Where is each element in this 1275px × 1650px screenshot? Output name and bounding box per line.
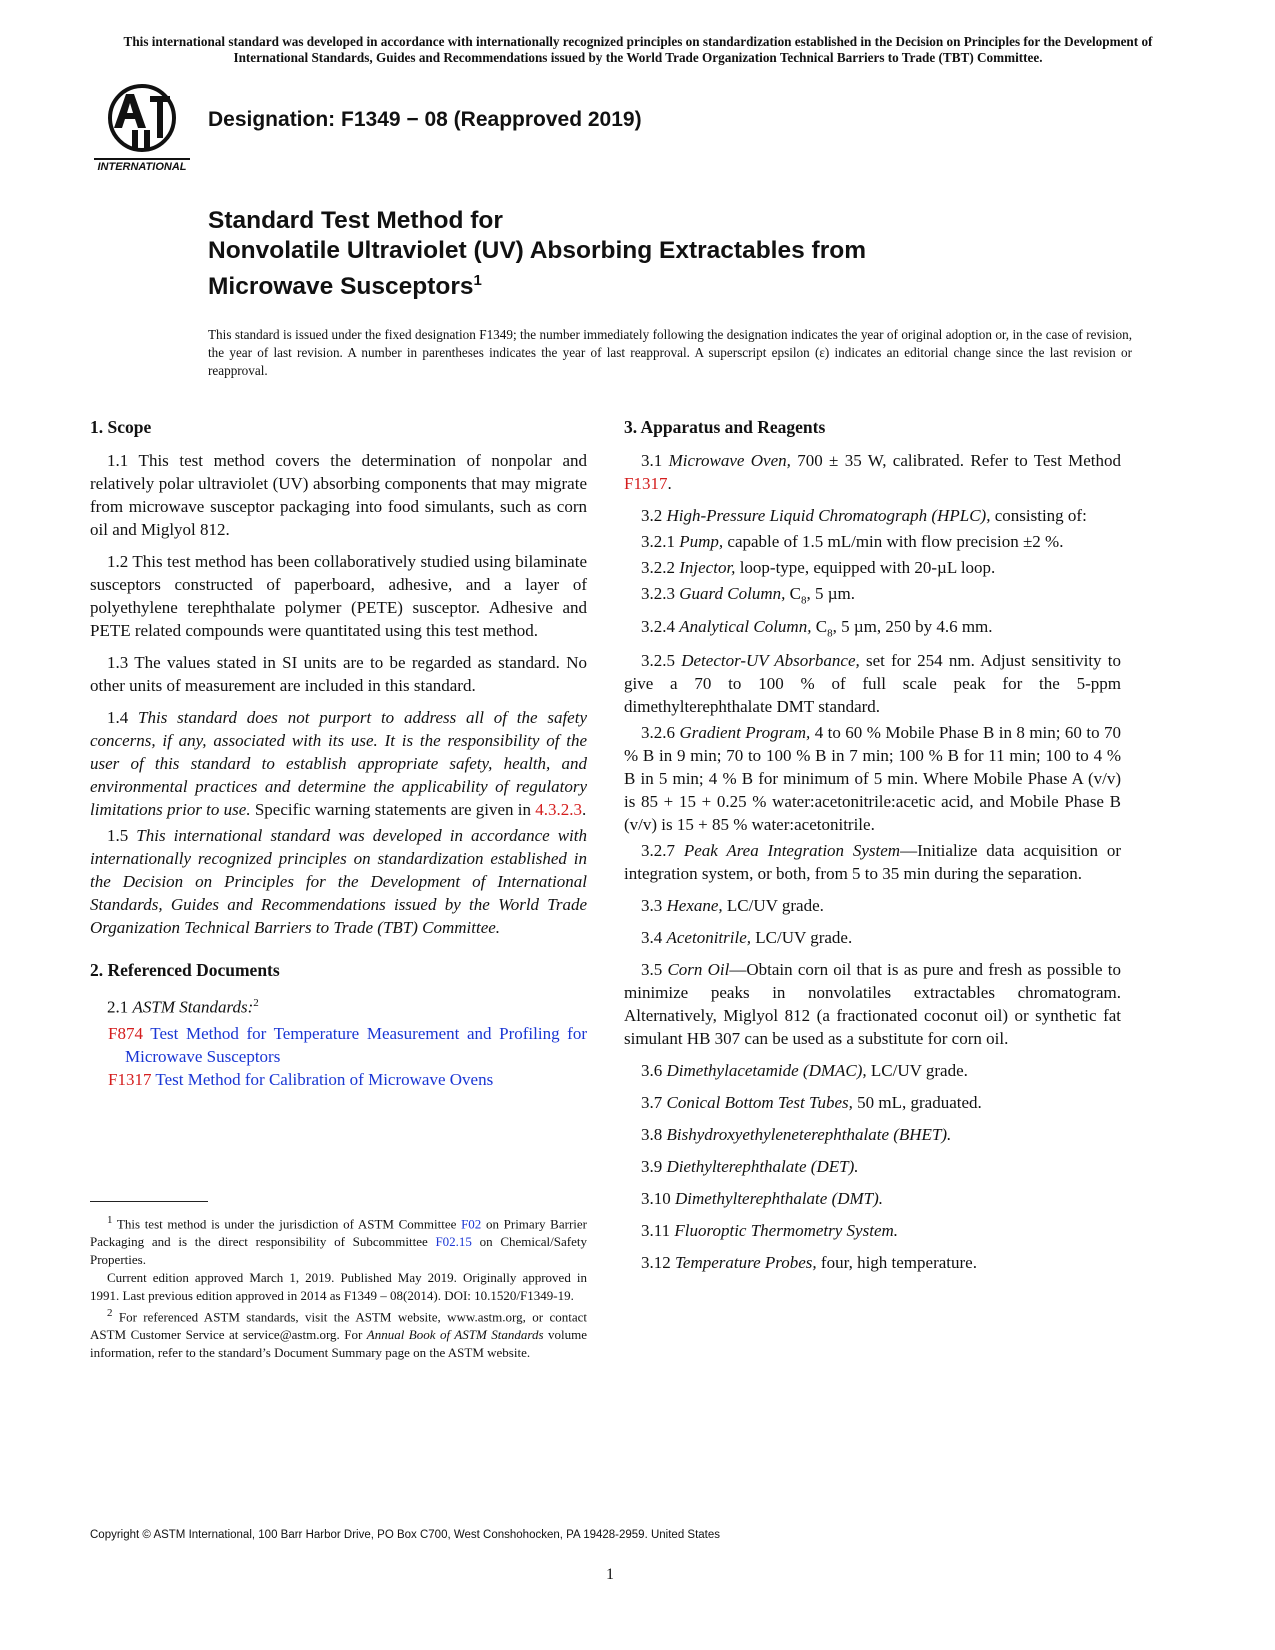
item-3-2-5: 3.2.5 Detector-UV Absorbance, set for 254 nm. Adjust sensitivity to give a 70 to 100 % of full scale peak for the 5-ppm dimethylterephthalate DMT standard. <box>624 650 1122 716</box>
footnote-1-edition: Current edition approved March 1, 2019. Published May 2019. Originally approved in 1991. Last previous edition approved in 2014 as F1349 – 08(2014). DOI: 10.1520/F1349-19. <box>90 1270 587 1303</box>
title-footnote-mark: 1 <box>473 272 482 289</box>
section-heading-referenced-documents: 2. Referenced Documents <box>90 960 280 980</box>
designation: Designation: F1349 − 08 (Reapproved 2019) <box>208 108 642 131</box>
link-f1317[interactable]: F1317 <box>624 474 668 493</box>
item-3-8: 3.8 Bishydroxyethyleneterephthalate (BHET). <box>641 1124 952 1144</box>
astm-logo-icon <box>92 82 192 174</box>
item-3-2-1: 3.2.1 Pump, capable of 1.5 mL/min with flow precision ±2 %. <box>641 532 1064 551</box>
title-line-1: Standard Test Method for <box>208 207 503 234</box>
item-3-2-3: 3.2.3 Guard Column, $C_8$, 5 µm. <box>641 584 855 607</box>
item-3-5: 3.5 Corn Oil—Obtain corn oil that is as pure and fresh as possible to minimize peaks in nonvolatiles extractables chromatogram. Alternatively, Miglyol 812 (a fractionated coconut oil) or synthetic fat simulant HB 307 can be used as a substitute for corn oil. <box>624 959 1121 1048</box>
item-3-7: 3.7 Conical Bottom Test Tubes, 50 mL, graduated. <box>641 1092 982 1112</box>
item-3-1: 3.1 Microwave Oven, 700 ± 35 W, calibrated. Refer to Test Method F1317. <box>624 451 1122 493</box>
logo-text: INTERNATIONAL <box>97 161 187 173</box>
item-3-9: 3.9 Diethylterephthalate (DET). <box>641 1156 859 1176</box>
item-3-2-7: 3.2.7 Peak Area Integration System—Initialize data acquisition or integration system, or both, from 5 to 35 min during the separation. <box>624 840 1122 883</box>
copyright: Copyright © ASTM International, 100 Barr Harbor Drive, PO Box C700, West Conshohocken, PA 19428-2959. United States <box>90 1529 721 1541</box>
link-f02-15[interactable]: F02.15 <box>435 1233 472 1249</box>
issue-note: This standard is issued under the fixed designation F1349; the number immediately following the designation indicates the year of original adoption or, in the case of revision, the year of last revision. A number in parentheses indicates the year of last reapproval. A superscript epsilon (ε) indicates an editorial change since the last revision or reapproval. <box>208 327 1132 378</box>
astm-logo <box>92 82 192 174</box>
paragraph-1-5: 1.5 This international standard was developed in accordance with internationally recognized principles on standardization established in the Decision on Principles for the Development of International Standards, Guides and Recommendations issued by the World Trade Organization Technical Barriers to Trade (TBT) Committee. <box>90 826 587 937</box>
reference-code[interactable]: F874 <box>108 1023 143 1043</box>
item-3-2-2: 3.2.2 Injector, loop-type, equipped with 20-µL loop. <box>641 558 996 577</box>
link-f02[interactable]: F02 <box>461 1216 482 1232</box>
reference-title[interactable]: Test Method for Calibration of Microwave Ovens <box>151 1069 494 1089</box>
item-3-11: 3.11 Fluoroptic Thermometry System. <box>641 1220 899 1240</box>
reference-f874[interactable] <box>90 1022 587 1068</box>
footnotes <box>90 1212 587 1362</box>
section-heading-scope: 1. Scope <box>90 417 152 437</box>
paragraph-1-1: 1.1 This test method covers the determination of nonpolar and relatively polar ultraviolet (UV) absorbing components that may migrate from microwave susceptor packaging into food simulants, such as corn oil and Miglyol 812. <box>90 451 587 539</box>
item-3-2: 3.2 High-Pressure Liquid Chromatograph (HPLC), consisting of: <box>641 506 1087 525</box>
item-3-3: 3.3 Hexane, LC/UV grade. <box>641 895 824 915</box>
footnote-1: $^1$ This test method is under the jurisdiction of ASTM Committee F02 on Primary Barrier Packaging and is the direct responsibility of Subcommittee F02.15 on Chemical/Safety Properties. <box>90 1214 587 1267</box>
item-3-2-4: 3.2.4 Analytical Column, $C_8$, 5 µm, 250 by 4.6 mm. <box>641 617 993 640</box>
item-3-12: 3.12 Temperature Probes, four, high temperature. <box>641 1252 977 1272</box>
reference-title[interactable]: Test Method for Temperature Measurement and Profiling for Microwave Susceptors <box>125 1023 587 1066</box>
top-notice: This international standard was developed in accordance with internationally recognized principles on standardization established in the Decision on Principles for the Development of International Standards, Guides and Recommendations issued by the World Trade Organization Technical Barriers to Trade (TBT) Committee. <box>123 34 1153 65</box>
document-title <box>208 206 866 302</box>
footnote-divider <box>90 1201 208 1202</box>
page-number: 1 <box>606 1566 614 1583</box>
title-line-3: Microwave Susceptors$^1$ <box>208 272 482 301</box>
item-3-6: 3.6 Dimethylacetamide (DMAC), LC/UV grade. <box>641 1060 968 1080</box>
link-4-3-2-3[interactable]: 4.3.2.3 <box>535 800 582 819</box>
reference-code[interactable]: F1317 <box>108 1069 152 1089</box>
reference-f1317[interactable] <box>90 1068 587 1091</box>
left-column <box>90 416 587 1091</box>
item-3-2-6: 3.2.6 Gradient Program, 4 to 60 % Mobile Phase B in 8 min; 60 to 70 % B in 9 min; 70 to 100 % B in 7 min; 100 % B for 11 min; 100 to 4 % B in 5 min; 4 % B for minimum of 5 min. Where Mobile Phase A (v/v) is 85 + 15 + 0.25 % water:acetonitrile:acetic acid, and Mobile Phase B (v/v) is 15 + 85 % water:acetonitrile. <box>624 722 1122 834</box>
title-line-2: Nonvolatile Ultraviolet (UV) Absorbing Extractables from <box>208 237 866 264</box>
paragraph-2-1: 2.1 ASTM Standards:$^2$ <box>107 997 259 1017</box>
paragraph-1-4: 1.4 This standard does not purport to address all of the safety concerns, if any, associated with its use. It is the responsibility of the user of this standard to establish appropriate safety, health, and environmental practices and determine the applicability of regulatory limitations prior to use. Specific warning statements are given in 4.3.2.3. <box>90 708 587 819</box>
right-column <box>624 416 1121 1283</box>
paragraph-1-2: 1.2 This test method has been collaboratively studied using bilaminate susceptors constructed of paperboard, adhesive, and a layer of polyethylene terephthalate polymer (PETE) susceptor. Adhesive and PETE related compounds were quantitated using this test method. <box>90 552 587 640</box>
footnote-2: $^2$ For referenced ASTM standards, visit the ASTM website, www.astm.org, or contact ASTM Customer Service at service@astm.org. For Annual Book of ASTM Standards volume information, refer to the standard’s Document Summary page on the ASTM website. <box>90 1307 588 1360</box>
section-heading-apparatus: 3. Apparatus and Reagents <box>624 417 826 437</box>
item-3-4: 3.4 Acetonitrile, LC/UV grade. <box>641 927 853 947</box>
item-3-10: 3.10 Dimethylterephthalate (DMT). <box>641 1188 884 1208</box>
paragraph-1-3: 1.3 The values stated in SI units are to be regarded as standard. No other units of measurement are included in this standard. <box>90 653 587 695</box>
